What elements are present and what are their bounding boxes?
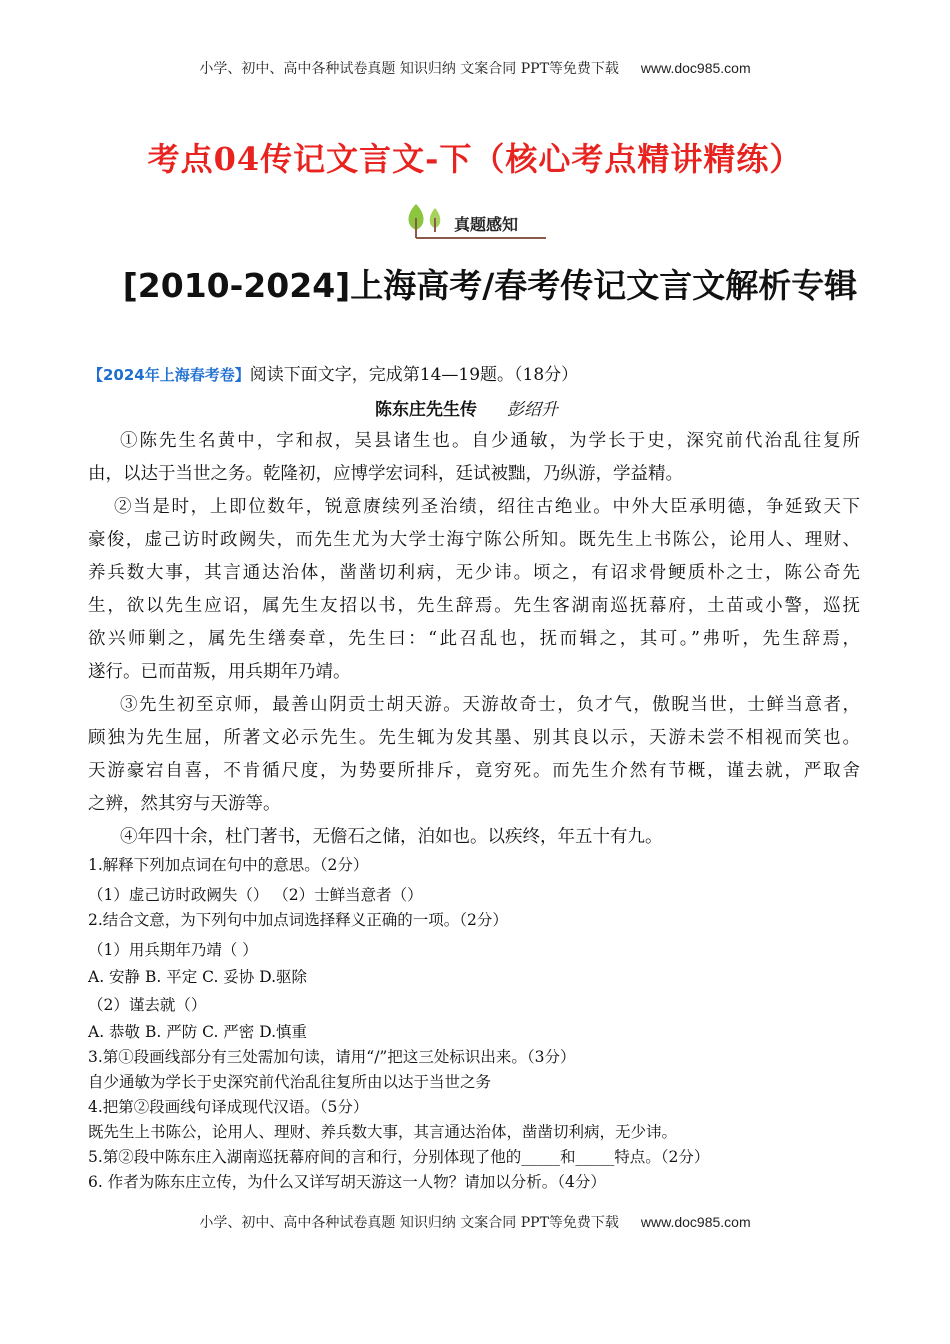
page-footer [0, 1212, 950, 1232]
passage-line: ①陈先生名黄中，字和叔，吴县诸生也。自少通敏，为学长于史，深究前代治乱往复所 [120, 431, 860, 451]
header-text: 小学、初中、高中各种试卷真题 知识归纳 文案合同 PPT等免费下载 [199, 61, 619, 77]
question-line: A. 恭敬 B. 严防 C. 严密 D.慎重 [88, 1023, 308, 1041]
question-intro [88, 360, 578, 385]
section-badge [402, 200, 548, 240]
passage-line: ②当是时，上即位数年，锐意赓续列圣治绩，绍往古绝业。中外大臣承明德，争延致天下 [114, 497, 860, 517]
question-line: 4.把第②段画线句译成现代汉语。（5分） [88, 1098, 369, 1116]
section-heading: [2010-2024]上海高考/春考传记文言文解析专辑 [122, 266, 858, 305]
passage-line: 遂行。已而苗叛，用兵期年乃靖。 [88, 662, 351, 682]
question-line: 3.第①段画线部分有三处需加句读，请用“/”把这三处标识出来。（3分） [88, 1048, 576, 1066]
question-line: 1.解释下列加点词在句中的意思。（2分） [88, 856, 369, 874]
passage-line: 豪俊，虚己访时政阙失，而先生尤为大学士海宁陈公所知。既先生上书陈公，论用人、理财、 [88, 530, 860, 550]
passage-line: 天游豪宕自喜，不肯循尺度，为势要所排斥，竟穷死。而先生介然有节概，谨去就，严取舍 [88, 761, 860, 781]
footer-text: 小学、初中、高中各种试卷真题 知识归纳 文案合同 PPT等免费下载 [199, 1215, 619, 1231]
question-line: 2.结合文意，为下列句中加点词选择释义正确的一项。（2分） [88, 911, 508, 929]
badge-label: 真题感知 [454, 215, 519, 234]
passage-line: ③先生初至京师，最善山阴贡士胡天游。天游故奇士，负才气，傲睨当世，士鲜当意者， [120, 695, 860, 715]
passage-line: 养兵数大事，其言通达治体，凿凿切利病，无少讳。顷之，有诏求骨鲠质朴之士，陈公奇先 [88, 563, 860, 583]
article-author: 彭绍升 [507, 400, 558, 420]
question-line: （1）用兵期年乃靖（ ） [88, 941, 258, 959]
page-title: 考点04传记文言文-下（核心考点精讲精练） [147, 140, 803, 178]
page-header [0, 58, 950, 78]
question-line: 6. 作者为陈东庄立传，为什么又详写胡天游这一人物？请加以分析。（4分） [88, 1173, 606, 1191]
article-title-text: 陈东庄先生传 [375, 400, 477, 420]
article-title [375, 395, 558, 420]
badge-underline [416, 237, 546, 239]
passage-line: 顾独为先生屈，所著文必示先生。先生辄为发其墨、别其良以示，天游未尝不相视而笑也。 [88, 728, 860, 748]
passage-line: 由，以达于当世之务。乾隆初，应博学宏词科，廷试被黜，乃纵游，学益精。 [88, 464, 683, 484]
passage-line: ④年四十余，杜门著书，无儋石之储，泊如也。以疾终，年五十有九。 [120, 827, 663, 847]
passage-line: 欲兴师剿之，属先生缮奏章，先生曰：“此召乱也，抚而辑之，其可。”弗听，先生辞焉， [88, 629, 860, 649]
footer-site: www.doc985.com [640, 1214, 751, 1230]
question-line: 5.第②段中陈东庄入湖南巡抚幕府间的言和行，分别体现了他的_____和_____特点。（2分） [88, 1148, 710, 1166]
intro-text: 阅读下面文字，完成第14—19题。（18分） [249, 365, 579, 385]
question-line: （2）谨去就（） [88, 996, 207, 1014]
question-line: 既先生上书陈公，论用人、理财、养兵数大事，其言通达治体，凿凿切利病，无少讳。 [88, 1123, 678, 1141]
source-tag: 【2024年上海春考卷】 [88, 366, 250, 384]
question-line: A. 安静 B. 平定 C. 妥协 D.驱除 [88, 968, 308, 986]
header-site: www.doc985.com [640, 60, 751, 76]
tree-icon [402, 200, 448, 240]
question-line: 自少通敏为学长于史深究前代治乱往复所由以达于当世之务 [88, 1073, 492, 1091]
passage-line: 之辨，然其穷与天游等。 [88, 794, 281, 814]
passage-line: 生，欲以先生应诏，属先生友招以书，先生辞焉。先生客湖南巡抚幕府，土苗或小警，巡抚 [88, 596, 860, 616]
question-line: （1）虚己访时政阙失（） （2）士鲜当意者（） [88, 886, 423, 904]
